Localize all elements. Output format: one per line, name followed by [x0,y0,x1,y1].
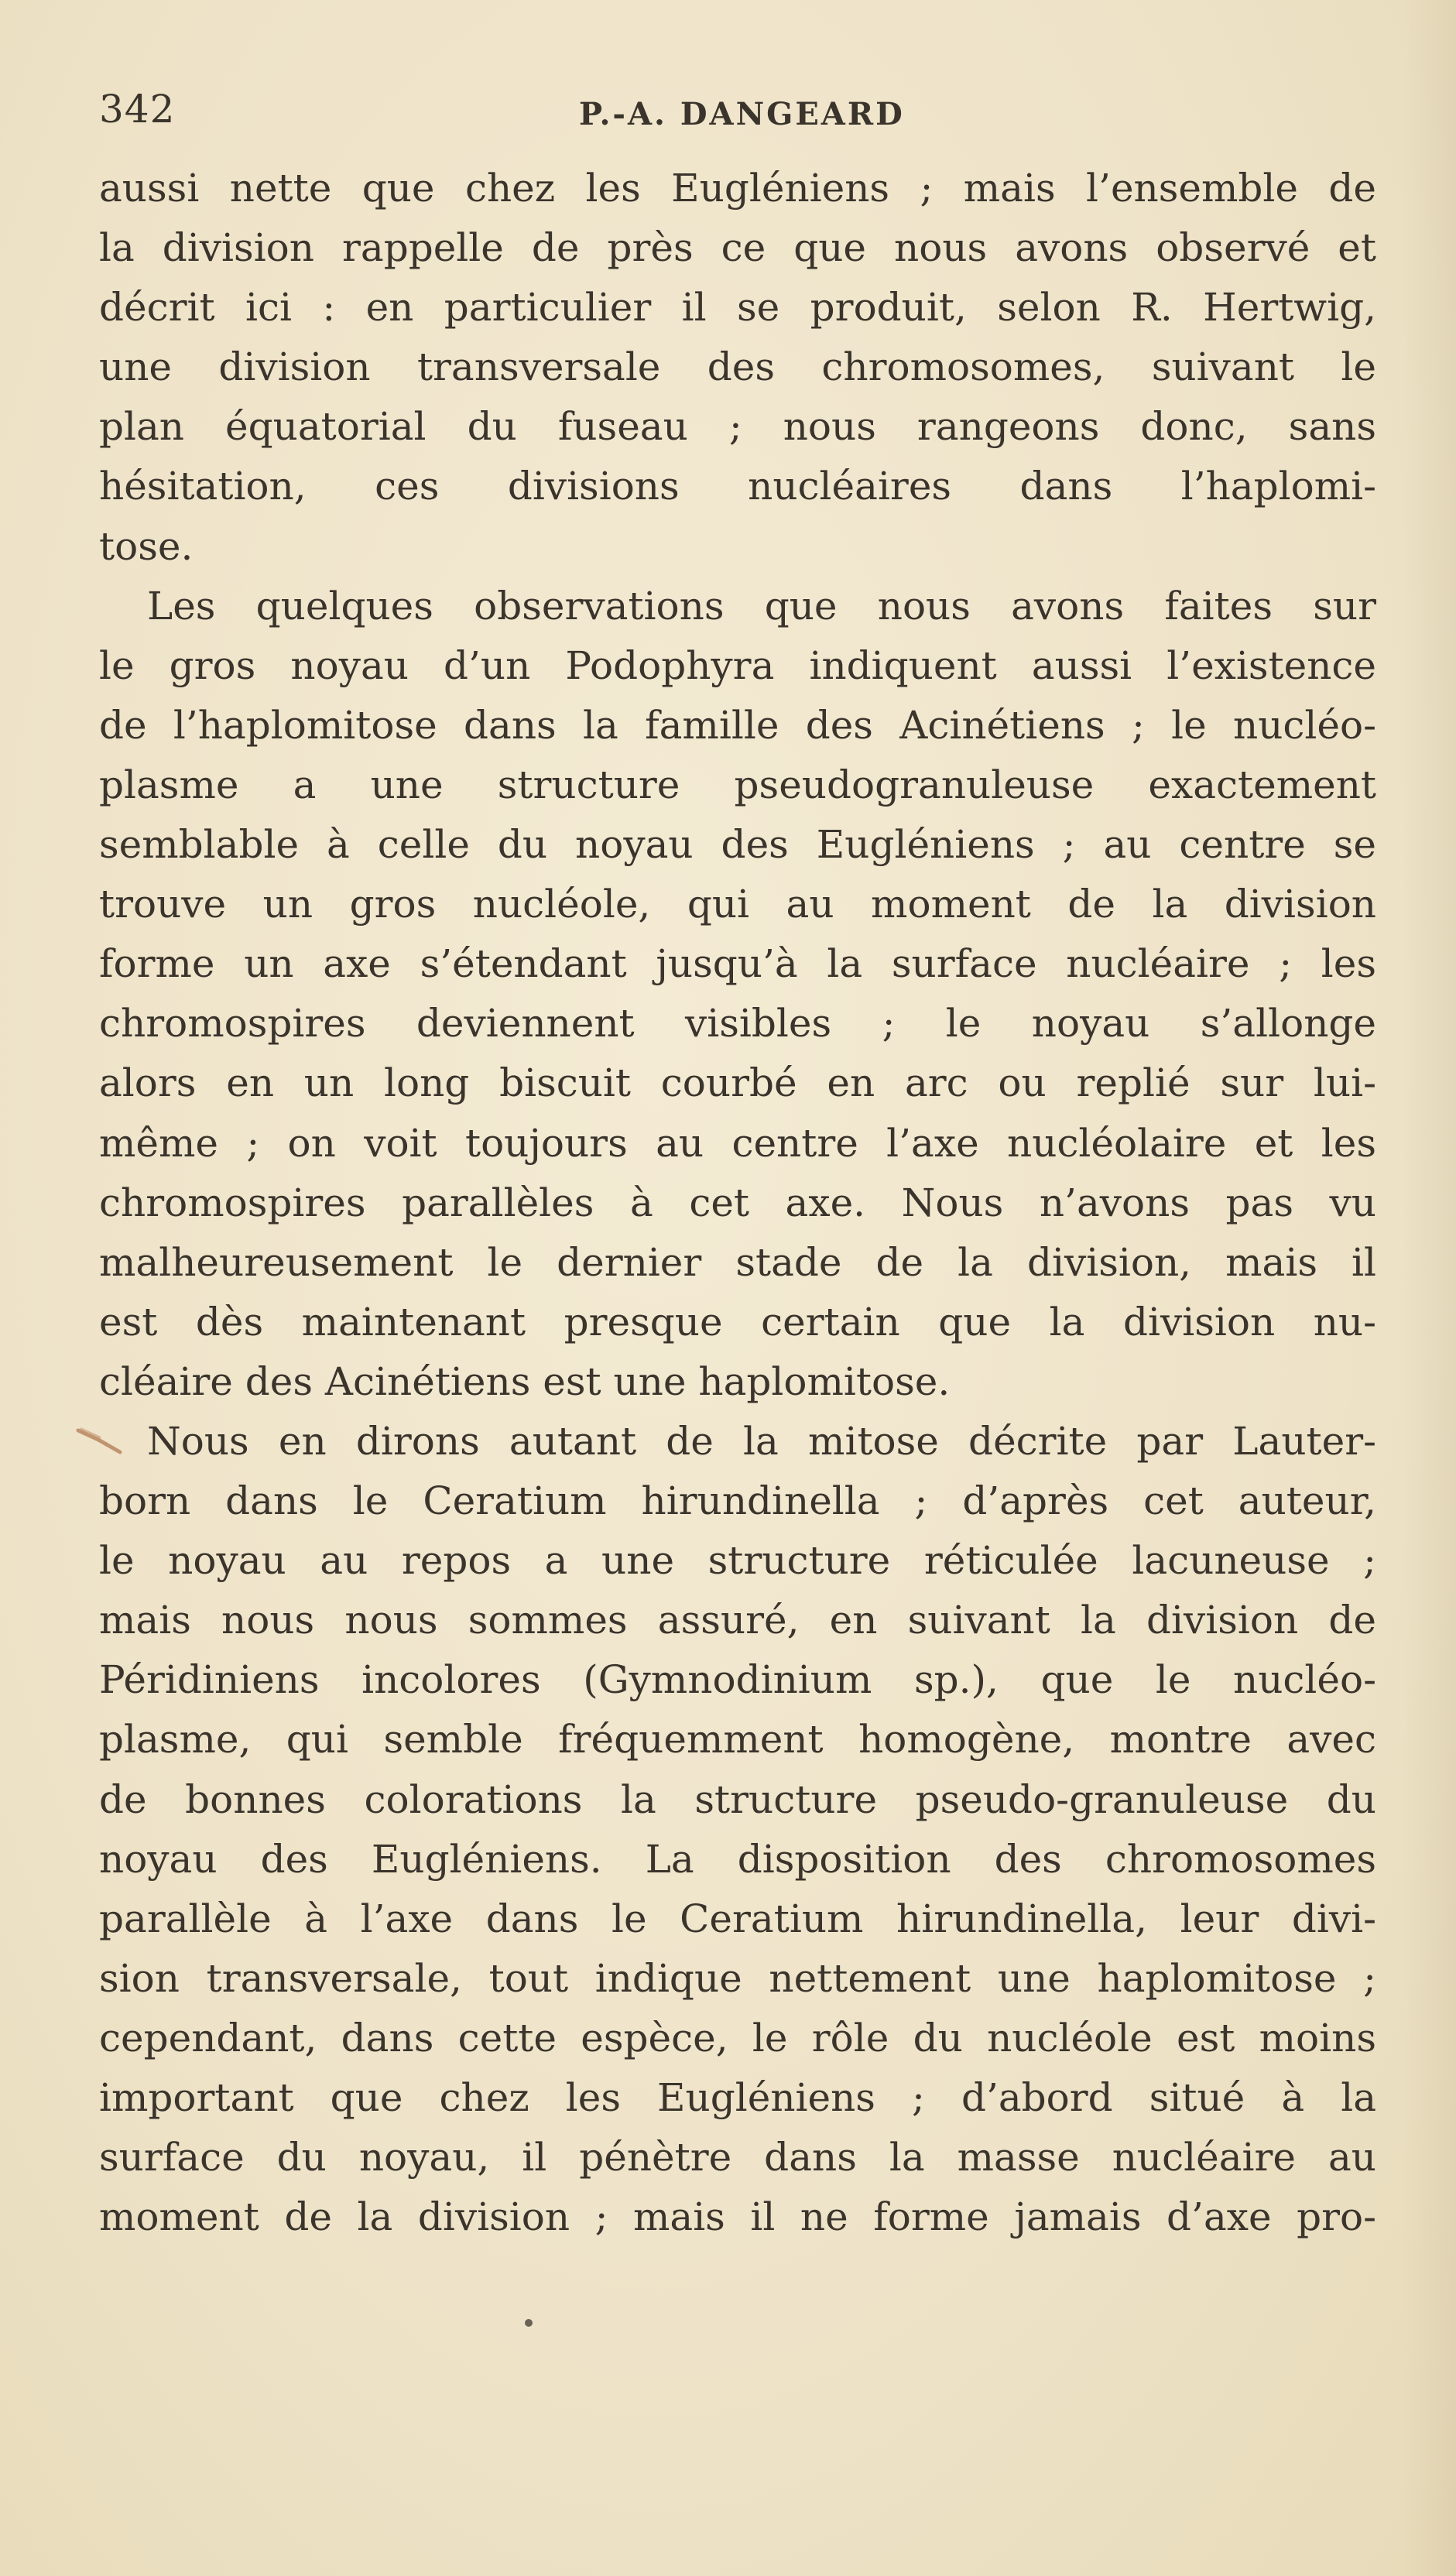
text-line: même ; on voit toujours au centre l’axe nucléolaire et les [99,1120,1376,1166]
pencil-mark-icon [75,1426,128,1457]
text-line: trouve un gros nucléole, qui au moment de la division [99,882,1376,927]
text-line: cléaire des Acinétiens est une haplomitose. [99,1358,951,1404]
text-line: chromospires parallèles à cet axe. Nous n’avons pas vu [99,1180,1376,1225]
text-line: est dès maintenant presque certain que la division nu- [99,1299,1376,1345]
text-line: aussi nette que chez les Eugléniens ; mais l’ensemble de [99,166,1376,211]
paragraph-start-line: Les quelques observations que nous avons faites sur [147,583,1376,629]
text-line: de l’haplomitose dans la famille des Acinétiens ; le nucléo- [99,702,1376,748]
text-line: hésitation, ces divisions nucléaires dans l’haplomi- [99,464,1376,509]
text-line: de bonnes colorations la structure pseudo-granuleuse du [99,1776,1376,1822]
text-line: surface du noyau, il pénètre dans la masse nucléaire au [99,2135,1376,2180]
text-line: plasme, qui semble fréquemment homogène, montre avec [99,1717,1376,1762]
page-header [99,87,1376,141]
page-number: 342 [99,87,176,132]
text-line: Péridiniens incolores (Gymnodinium sp.), que le nucléo- [99,1657,1376,1703]
text-line: chromospires deviennent visibles ; le noyau s’allonge [99,1001,1376,1046]
text-line: le noyau au repos a une structure réticulée lacuneuse ; [99,1538,1376,1584]
text-line: décrit ici : en particulier il se produit, selon R. Hertwig, [99,285,1376,331]
text-line: moment de la division ; mais il ne forme jamais d’axe pro- [99,2194,1376,2240]
text-line: plan équatorial du fuseau ; nous rangeons donc, sans [99,404,1376,450]
text-line: cependant, dans cette espèce, le rôle du nucléole est moins [99,2015,1376,2060]
page-edge-shadow [1402,0,1456,2576]
ink-dot [525,2319,533,2327]
text-line: plasme a une structure pseudogranuleuse exactement [99,762,1376,807]
text-line: semblable à celle du noyau des Eugléniens ; au centre se [99,822,1376,868]
body-text [99,159,1376,2247]
text-line: la division rappelle de près ce que nous avons observé et [99,225,1376,271]
text-line: important que chez les Eugléniens ; d’abord situé à la [99,2075,1376,2120]
text-line: mais nous nous sommes assuré, en suivant la division de [99,1598,1376,1643]
text-line: born dans le Ceratium hirundinella ; d’après cet auteur, [99,1478,1376,1524]
text-line: parallèle à l’axe dans le Ceratium hirundinella, leur divi- [99,1896,1376,1941]
text-line: alors en un long biscuit courbé en arc ou replié sur lui- [99,1060,1376,1106]
text-line: malheureusement le dernier stade de la division, mais il [99,1239,1376,1285]
text-line: noyau des Eugléniens. La disposition des chromosomes [99,1836,1376,1882]
text-line: tose. [99,523,194,569]
paragraph-start-line: Nous en dirons autant de la mitose décrite par Lauter- [147,1418,1376,1464]
text-line: sion transversale, tout indique nettement une haplomitose ; [99,1955,1376,2001]
text-line: forme un axe s’étendant jusqu’à la surface nucléaire ; les [99,941,1376,987]
text-line: le gros noyau d’un Podophyra indiquent aussi l’existence [99,642,1376,688]
text-line: une division transversale des chromosomes, suivant le [99,344,1376,390]
running-head-author: P.-A. DANGEARD [579,96,905,132]
